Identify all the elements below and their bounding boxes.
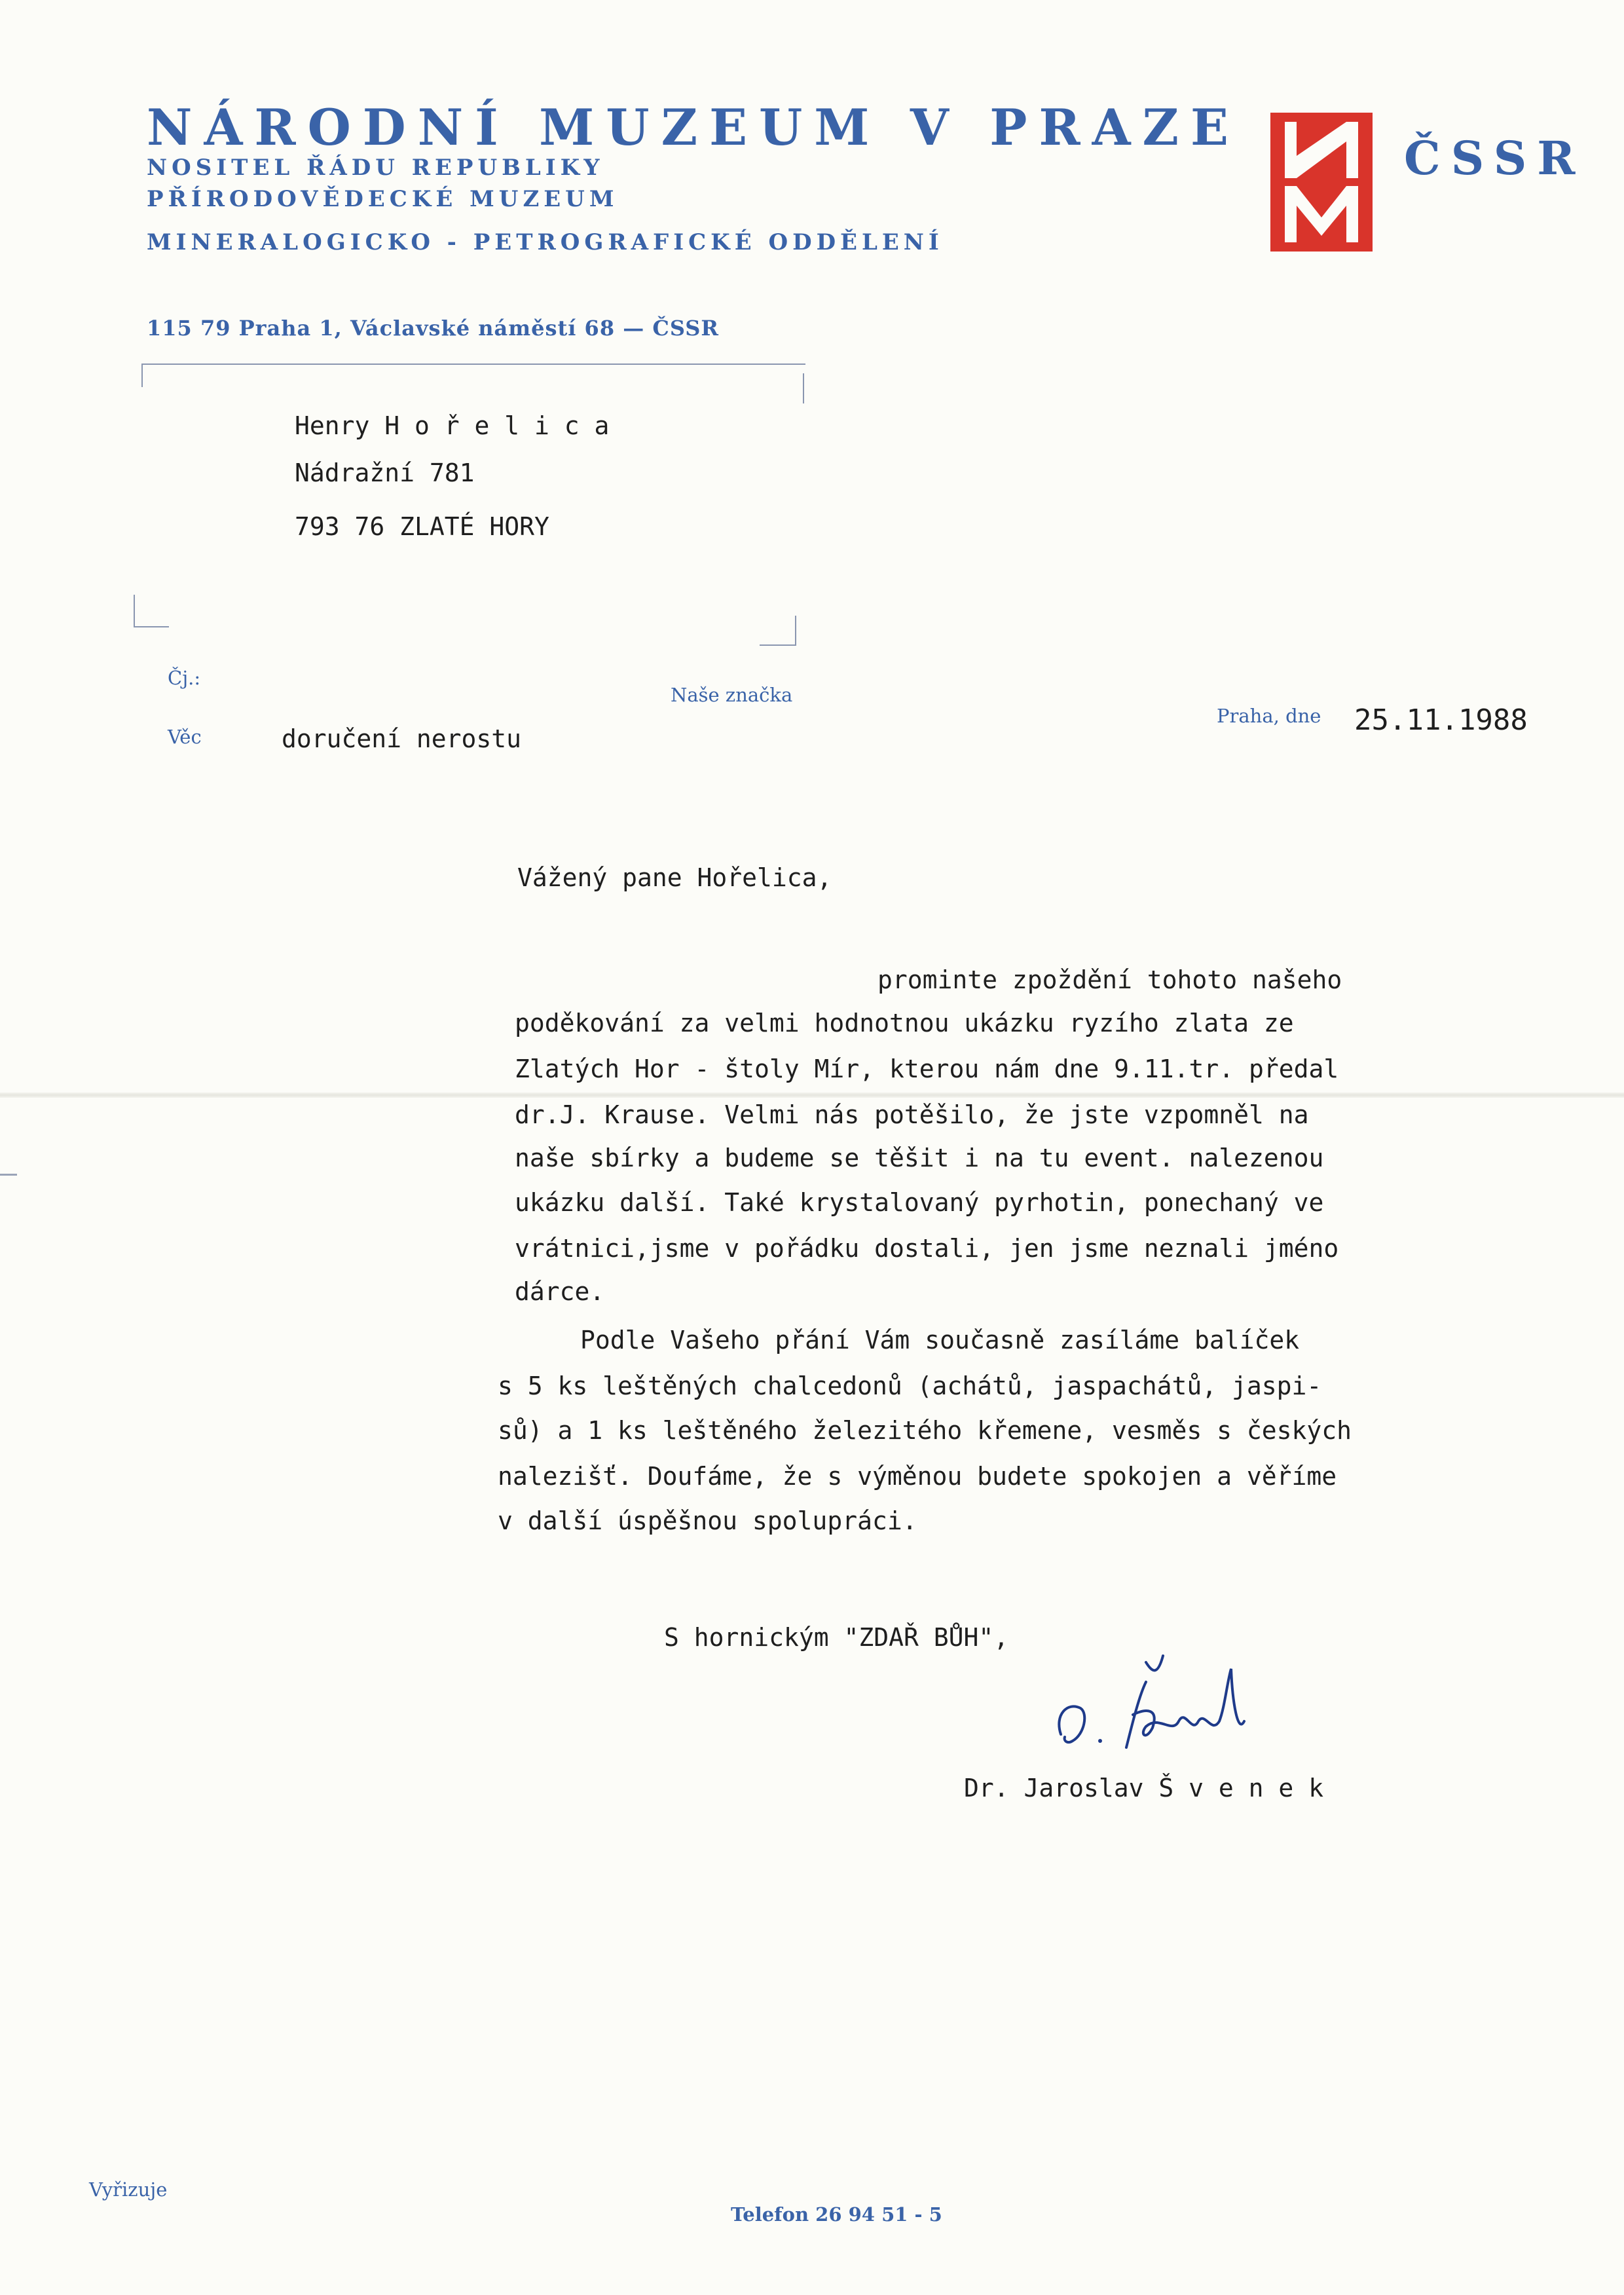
reference-label: Čj.: [168,667,201,689]
body-line: dr.J. Krause. Velmi nás potěšilo, že jste vzpomněl na [515,1100,1309,1129]
handwritten-signature [1048,1643,1283,1754]
body-line: prominte zpoždění tohoto našeho [877,965,1342,994]
address-window-bottom-left [134,595,169,627]
signer-name: Dr. Jaroslav Š v e n e k [964,1774,1324,1802]
body-line: Zlatých Hor - štoly Mír, kterou nám dne 9.11.tr. předal [515,1054,1339,1083]
paper-fold [0,1092,1624,1098]
body-line: dárce. [515,1277,605,1306]
telephone-label: Telefon 26 94 51 - 5 [731,2203,942,2226]
recipient-city: 793 76 ZLATÉ HORY [295,512,549,541]
salutation: Vážený pane Hořelica, [517,863,832,892]
body-line: Podle Vašeho přání Vám současně zasíláme balíček [580,1326,1300,1354]
nm-logo-icon [1270,113,1373,252]
subject-text: doručení nerostu [282,724,522,753]
address-window-top-left [141,364,805,387]
letterhead-country: ČSSR [1404,131,1586,185]
address-window-top-right [803,373,804,403]
letterhead-address: 115 79 Praha 1, Václavské náměstí 68 — ČSSR [147,316,719,341]
museum-logo [1270,113,1373,252]
letterhead-line-2: PŘÍRODOVĚDECKÉ MUZEUM [147,186,619,212]
letter-date: 25.11.1988 [1354,703,1528,737]
letterhead-line-1: NOSITEL ŘÁDU REPUBLIKY [147,155,604,181]
body-line: s 5 ks leštěných chalcedonů (achátů, jaspachátů, jaspi- [498,1371,1322,1400]
recipient-street: Nádražní 781 [295,458,475,487]
body-line: poděkování za velmi hodnotnou ukázku ryzího zlata ze [515,1009,1294,1037]
our-ref-label: Naše značka [671,684,793,706]
body-line: ukázku další. Také krystalovaný pyrhotin, ponechaný ve [515,1188,1324,1217]
body-line: nalezišť. Doufáme, že s výměnou budete spokojen a věříme [498,1462,1337,1491]
letterhead-title: NÁRODNÍ MUZEUM V PRAZE [147,98,1240,157]
fold-mark [0,1174,17,1176]
body-line: v další úspěšnou spolupráci. [498,1506,917,1535]
address-window-bottom-right [760,616,796,646]
body-line: vrátnici,jsme v pořádku dostali, jen jsme neznali jméno [515,1234,1339,1263]
handled-by-label: Vyřizuje [89,2178,168,2201]
closing-line: S hornickým "ZDAŘ BŮH", [664,1623,1009,1652]
date-label: Praha, dne [1217,705,1321,727]
letterhead-line-3: MINERALOGICKO - PETROGRAFICKÉ ODDĚLENÍ [147,229,944,255]
subject-label: Věc [168,726,202,748]
recipient-name: Henry H o ř e l i c a [295,411,610,440]
body-line: sů) a 1 ks leštěného železitého křemene, vesměs s českých [498,1416,1352,1445]
body-line: naše sbírky a budeme se těšit i na tu event. nalezenou [515,1144,1324,1172]
